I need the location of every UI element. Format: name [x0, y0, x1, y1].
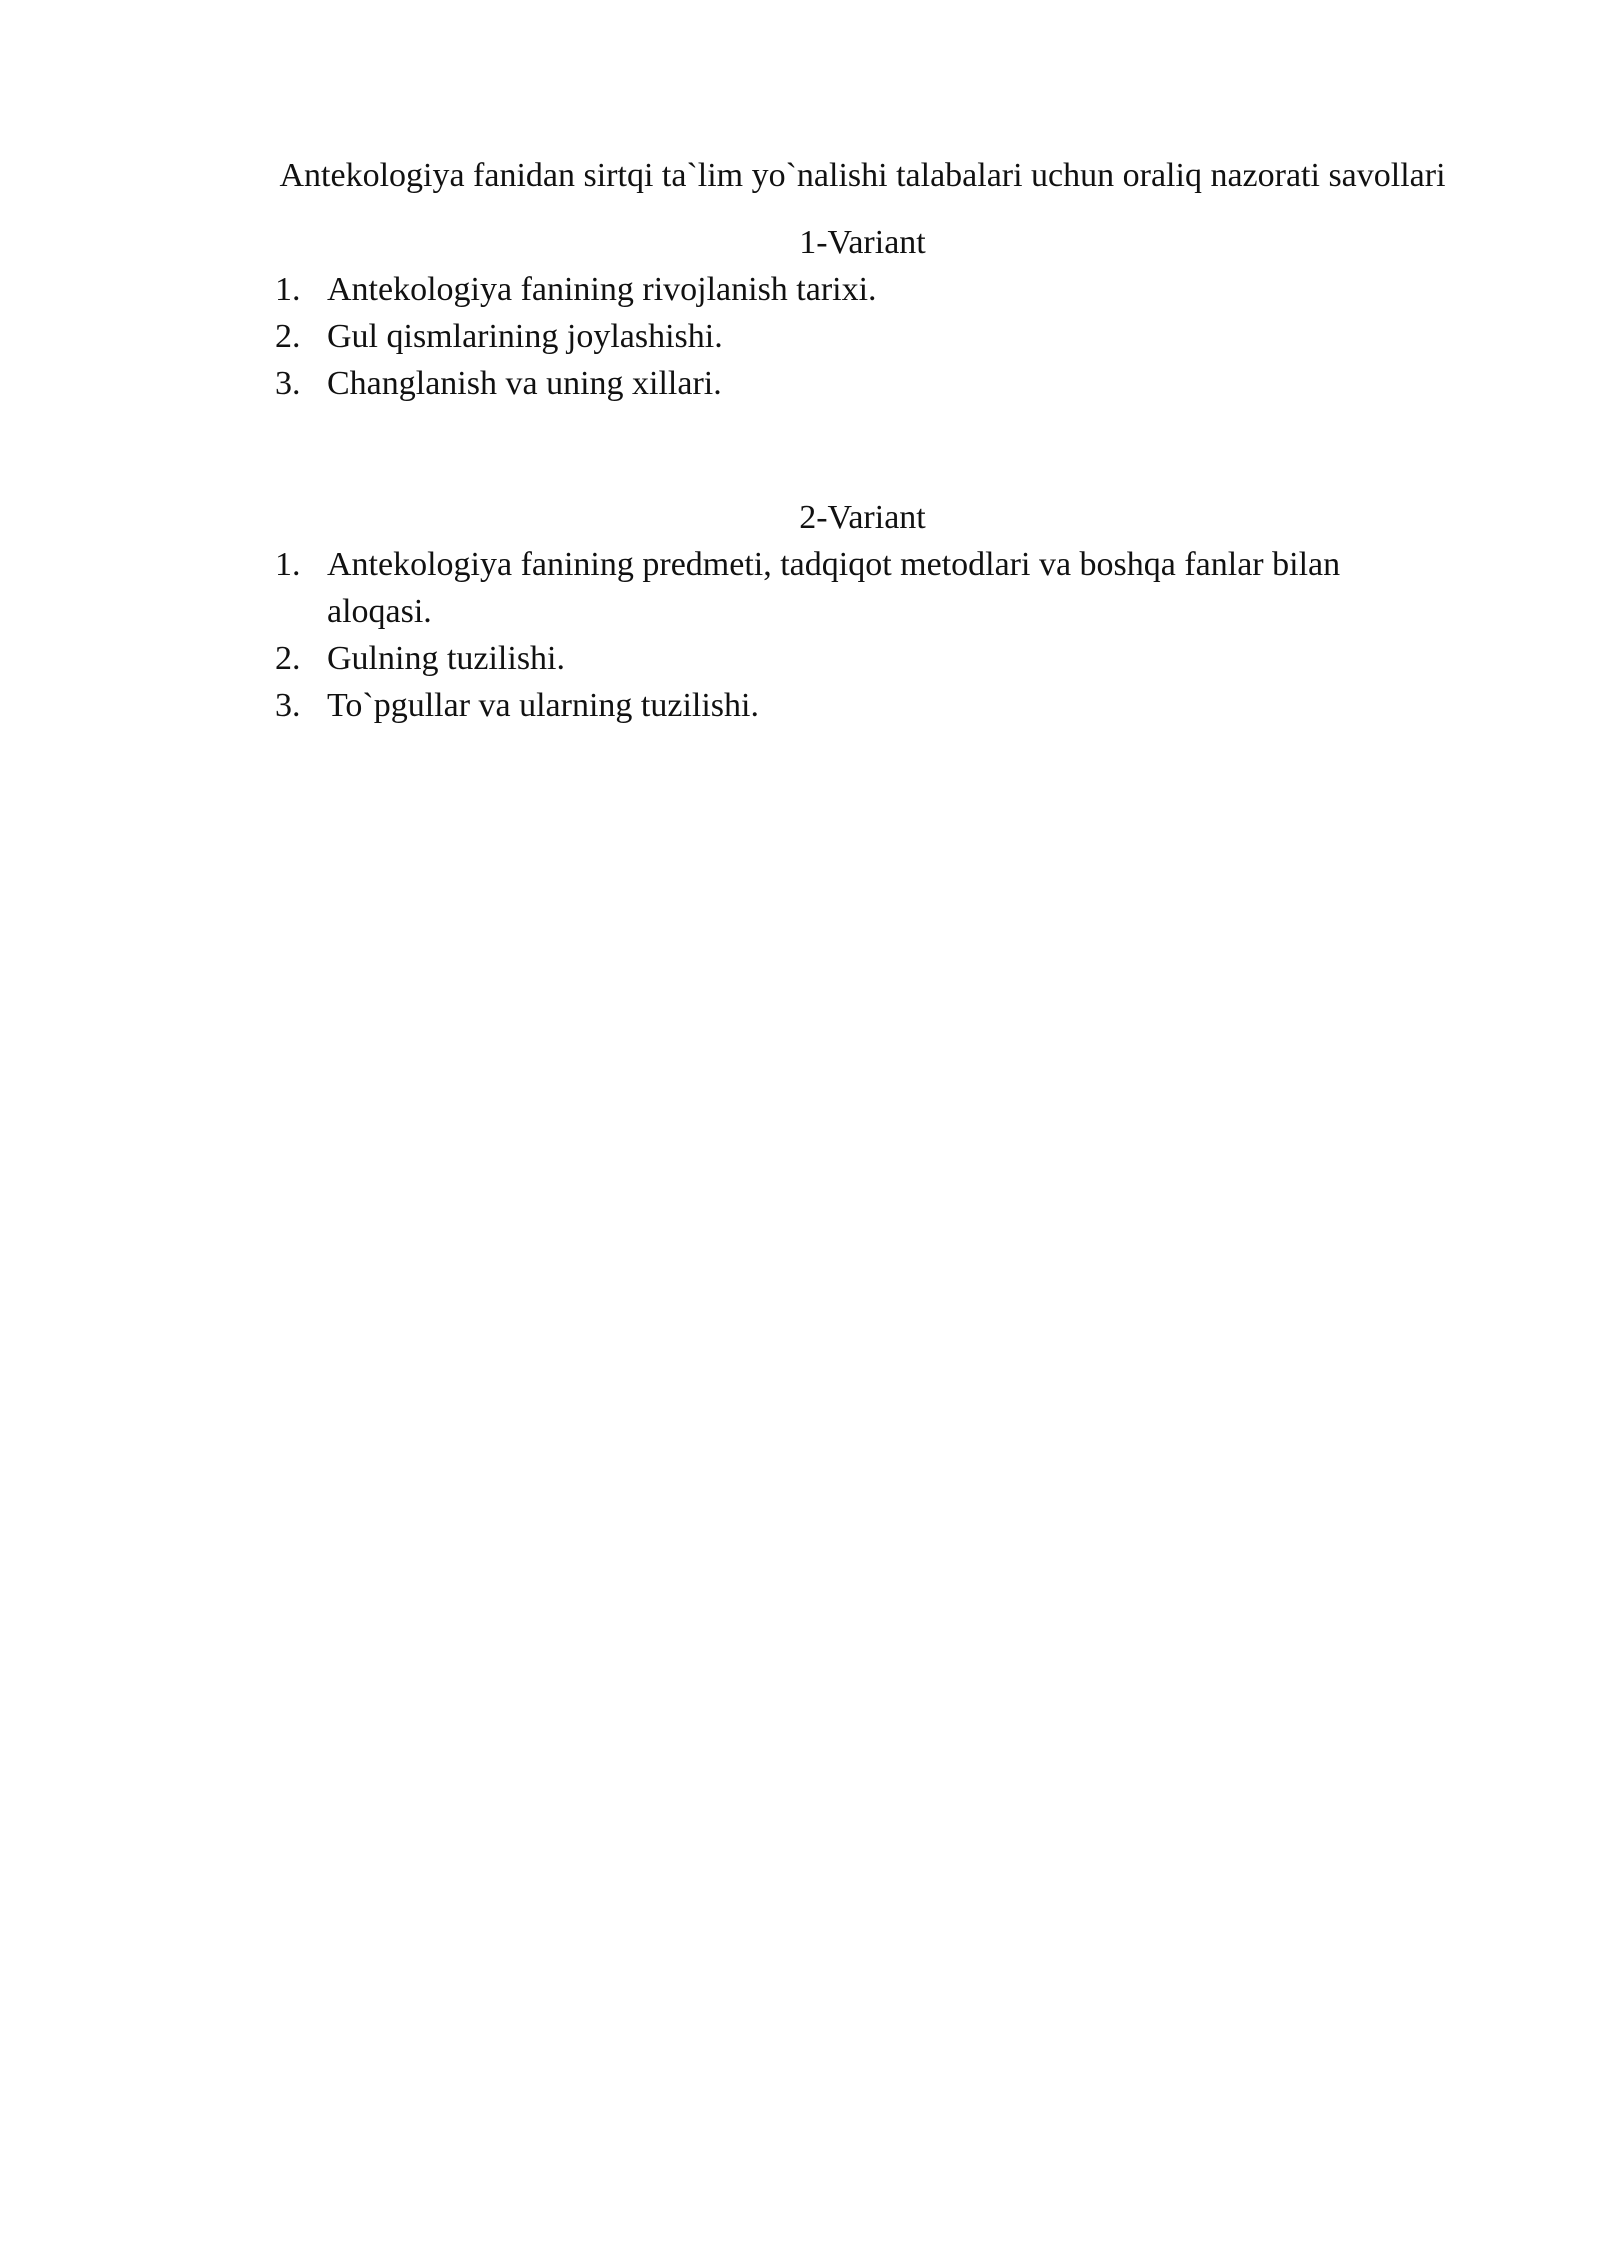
question-number: 2. — [275, 640, 301, 677]
variant-1-question-list — [275, 266, 1450, 407]
variant-1-heading: 1-Variant — [799, 224, 926, 261]
question-number: 1. — [275, 271, 301, 308]
question-text: Antekologiya fanining rivojlanish tarixi. — [327, 271, 877, 308]
list-item — [275, 635, 1450, 682]
question-number: 2. — [275, 318, 301, 355]
variant-2-question-list — [275, 541, 1450, 729]
list-item — [275, 360, 1450, 407]
question-text: Gul qismlarining joylashishi. — [327, 318, 723, 355]
list-item — [275, 313, 1450, 360]
list-item — [275, 541, 1450, 635]
question-number: 3. — [275, 365, 301, 402]
question-text: To`pgullar va ularning tuzilishi. — [327, 687, 759, 724]
question-text: Antekologiya fanining predmeti, tadqiqot metodlari va boshqa fanlar bilan aloqasi. — [327, 546, 1341, 630]
question-number: 1. — [275, 546, 301, 583]
list-item — [275, 266, 1450, 313]
question-number: 3. — [275, 687, 301, 724]
variant-2-heading: 2-Variant — [799, 499, 926, 536]
document-body — [275, 152, 1450, 729]
list-item — [275, 682, 1450, 729]
question-text: Changlanish va uning xillari. — [327, 365, 722, 402]
document-title: Antekologiya fanidan sirtqi ta`lim yo`nalishi talabalari uchun oraliq nazorati savollari — [279, 157, 1446, 194]
question-text: Gulning tuzilishi. — [327, 640, 565, 677]
